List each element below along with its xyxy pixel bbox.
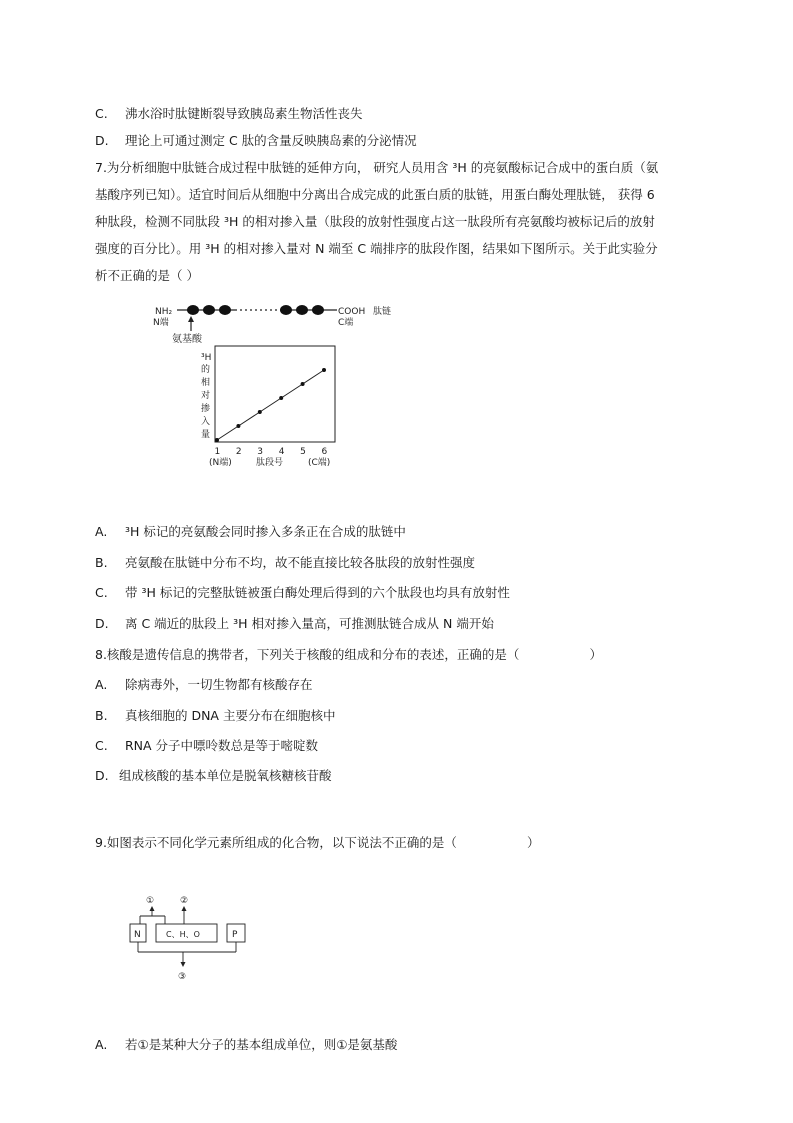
q7-option-d xyxy=(95,616,494,632)
y-axis-label-char: 入 xyxy=(201,417,211,427)
data-point xyxy=(279,396,283,400)
q7-option-a xyxy=(95,524,406,540)
option-label: B. xyxy=(95,555,108,570)
q7-stem-line-5: 析不正确的是（ ） xyxy=(95,268,199,283)
option-text: 若①是某种大分子的基本组成单位，则①是氨基酸 xyxy=(124,1037,398,1052)
chain-label: 肽链 xyxy=(373,307,392,317)
n-end-label: N端 xyxy=(153,318,169,328)
q9-stem-text: 9.如图表示不同化学元素所组成的化合物，以下说法不正确的是（ xyxy=(95,835,457,850)
option-text: ³H 标记的亮氨酸会同时掺入多条正在合成的肽链中 xyxy=(124,524,406,539)
option-label: C. xyxy=(95,585,108,600)
amino-acid-bead xyxy=(280,305,292,315)
y-axis-label-char: 相 xyxy=(201,378,211,388)
q7-stem-line-3: 种肽段，检测不同肽段 ³H 的相对掺入量（肽段的放射性强度占这一肽段所有亮氨酸均被标记后的放射 xyxy=(95,214,655,229)
c-end-label: C端 xyxy=(338,318,354,328)
option-label: A. xyxy=(95,524,108,539)
q8-option-d xyxy=(95,768,332,784)
y-axis-label-char: 对 xyxy=(201,391,211,401)
x-tick-label: 3 xyxy=(257,447,264,457)
q8-option-a xyxy=(95,677,313,693)
circle-1-label: ① xyxy=(146,896,155,906)
data-point xyxy=(301,382,305,386)
box-cho-label: C、H、O xyxy=(166,930,200,939)
arrow-down-icon xyxy=(181,962,186,967)
q7-option-c xyxy=(95,585,510,601)
q6-option-c xyxy=(95,106,363,122)
chart-marks xyxy=(215,368,328,457)
option-text: 亮氨酸在肽链中分布不均，故不能直接比较各肽段的放射性强度 xyxy=(124,555,475,570)
arrow-up-icon xyxy=(182,906,187,911)
q8-stem-close: ） xyxy=(589,647,602,662)
series-line xyxy=(217,370,324,440)
q8-stem-text: 8.核酸是遗传信息的携带者，下列关于核酸的组成和分布的表述，正确的是（ xyxy=(95,647,520,662)
option-text: 理论上可通过测定 C 肽的含量反映胰岛素的分泌情况 xyxy=(124,133,417,148)
option-text: 真核细胞的 DNA 主要分布在细胞核中 xyxy=(124,708,336,723)
q7-option-b xyxy=(95,555,475,571)
option-label: B. xyxy=(95,708,108,723)
cooh-label: COOH xyxy=(338,307,366,317)
amino-acid-label: 氨基酸 xyxy=(172,334,202,345)
option-label: C. xyxy=(95,738,108,753)
q9-option-a xyxy=(95,1037,397,1053)
data-point xyxy=(322,368,326,372)
data-point xyxy=(258,410,262,414)
arrow-up-icon xyxy=(150,906,155,911)
plot-frame xyxy=(215,346,335,442)
q7-stem-line-4: 强度的百分比）。用 ³H 的相对掺入量对 N 端至 C 端排序的肽段作图，结果如下图所示。关于此实验分 xyxy=(95,241,658,256)
amino-acid-bead xyxy=(187,305,199,315)
option-text: RNA 分子中嘌呤数总是等于嘧啶数 xyxy=(124,738,319,753)
option-label: A. xyxy=(95,1037,108,1052)
x-axis-label: 肽段号 xyxy=(256,458,284,468)
q8-option-b xyxy=(95,708,335,724)
option-text: 沸水浴时肽键断裂导致胰岛素生物活性丧失 xyxy=(124,106,363,121)
y-axis-label-char: 掺 xyxy=(201,404,211,414)
q9-stem-close: ） xyxy=(526,835,540,850)
q8-stem xyxy=(95,647,602,663)
option-label: C. xyxy=(95,106,108,121)
box-p-label: P xyxy=(232,930,238,940)
x-tick-label: 2 xyxy=(235,447,242,457)
y-axis-label-char: 的 xyxy=(201,365,211,375)
q6-option-d xyxy=(95,133,417,149)
x-tick-label: 5 xyxy=(300,447,306,457)
amino-acid-bead xyxy=(296,305,308,315)
option-label: D. xyxy=(95,768,109,783)
x-c-end-label: (C端) xyxy=(308,458,331,468)
option-label: D. xyxy=(95,616,109,631)
amino-acid-bead xyxy=(219,305,231,315)
box-n-label: N xyxy=(134,930,141,940)
q9-stem xyxy=(95,835,539,851)
q7-stem-line-2: 基酸序列已知）。适宜时间后从细胞中分离出合成完成的此蛋白质的肽链，用蛋白酶处理肽链， 获得 6 xyxy=(95,187,655,202)
amino-acid-bead xyxy=(203,305,215,315)
option-label: A. xyxy=(95,677,108,692)
circle-2-label: ② xyxy=(180,896,189,906)
nh2-label: NH₂ xyxy=(155,307,173,317)
option-text: 离 C 端近的肽段上 ³H 相对掺入量高，可推测肽链合成从 N 端开始 xyxy=(124,616,494,631)
x-n-end-label: (N端) xyxy=(209,458,232,468)
option-text: 组成核酸的基本单位是脱氧核糖核苷酸 xyxy=(118,768,332,783)
data-point xyxy=(236,424,240,428)
circle-3-label: ③ xyxy=(178,972,187,982)
q7-stem-line-1: 7.为分析细胞中肽链合成过程中肽链的延伸方向， 研究人员用含 ³H 的亮氨酸标记合成中的蛋白质（氨 xyxy=(95,160,659,175)
y-axis-label-char: 量 xyxy=(201,430,211,440)
q9-diagram xyxy=(125,890,255,990)
option-text: 带 ³H 标记的完整肽链被蛋白酶处理后得到的六个肽段也均具有放射性 xyxy=(124,585,510,600)
option-label: D. xyxy=(95,133,109,148)
y-axis-label-char: ³H xyxy=(201,353,212,363)
data-point xyxy=(215,438,219,442)
option-text: 除病毒外，一切生物都有核酸存在 xyxy=(124,677,313,692)
q8-option-c xyxy=(95,738,318,754)
amino-acid-bead xyxy=(312,305,324,315)
q7-figure xyxy=(145,298,410,473)
x-tick-label: 1 xyxy=(214,447,221,457)
x-tick-label: 4 xyxy=(278,447,285,457)
x-tick-label: 6 xyxy=(321,447,328,457)
arrow-head-icon xyxy=(188,316,194,322)
